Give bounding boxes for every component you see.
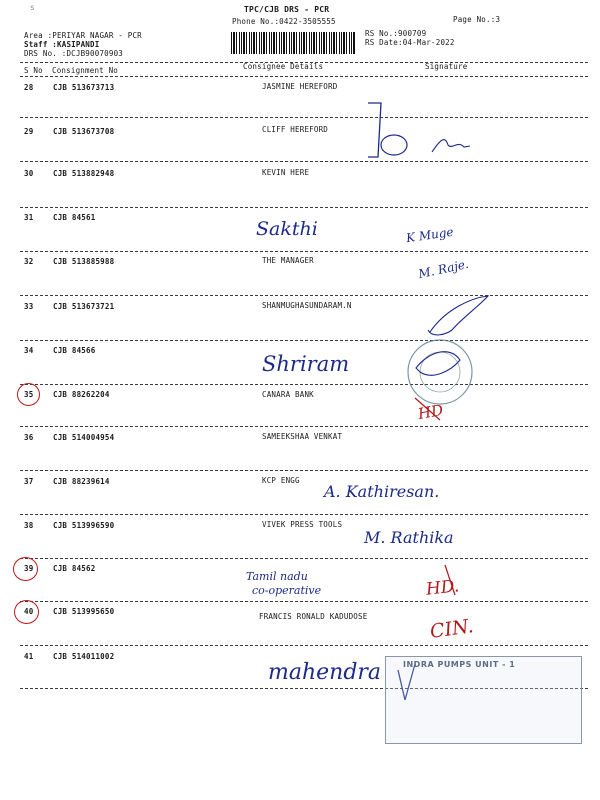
row-41-handwritten-name: mahendra [268, 660, 382, 685]
row-sno: 35 [24, 390, 34, 399]
row-consignment: CJB 513885988 [53, 257, 115, 266]
document-title: TPC/CJB DRS - PCR [244, 5, 330, 14]
row-sno: 39 [24, 564, 34, 573]
company-seal [408, 340, 472, 404]
phone-number: Phone No.:0422-3505555 [232, 17, 336, 26]
page-number: Page No.:3 [453, 15, 501, 24]
row-sno: 30 [24, 169, 34, 178]
col-consignee: Consignee Details [243, 62, 324, 71]
row-consignment: CJB 84561 [53, 213, 96, 222]
company-stamp [385, 656, 582, 744]
row-consignee: KEVIN HERE [262, 168, 310, 177]
row-consignment: CJB 88239614 [53, 477, 110, 486]
row-sno: 32 [24, 257, 34, 266]
row-sno: 31 [24, 213, 34, 222]
drs-number: DRS No. :DCJB90070903 [24, 49, 124, 58]
row-sno: 36 [24, 433, 34, 442]
row-sno: 38 [24, 521, 34, 530]
row-39-red-mark: HD. [425, 576, 461, 600]
row-29-bracket-mark [368, 103, 381, 157]
row-consignment: CJB 513996590 [53, 521, 115, 530]
row-37-handwritten-name: A. Kathiresan. [324, 482, 440, 501]
row-consignee: CLIFF HEREFORD [262, 125, 329, 134]
row-consignment: CJB 84566 [53, 346, 96, 355]
row-sno: 33 [24, 302, 34, 311]
row-sno: 37 [24, 477, 34, 486]
row-consignment: CJB 84562 [53, 564, 96, 573]
row-consignee: SHANMUGHASUNDARAM.N [262, 301, 352, 310]
row-31-handwritten-signature: K Muge [405, 224, 455, 246]
row-39-handwritten-name-line2: co-operative [252, 584, 322, 597]
row-consignment: CJB 513673708 [53, 127, 115, 136]
corner-mark: s [30, 3, 35, 12]
staff-label: Staff :KASIPANDI [24, 40, 100, 49]
row-consignment: CJB 513882948 [53, 169, 115, 178]
row-sno: 34 [24, 346, 34, 355]
row-consignee: KCP ENGG [262, 476, 300, 485]
row-consignment: CJB 513995650 [53, 607, 115, 616]
row-29-signature [432, 140, 470, 152]
row-consignment: CJB 513673713 [53, 83, 115, 92]
row-40-red-mark: CIN. [428, 615, 475, 643]
row-consignee: FRANCIS RONALD KADUDOSE [259, 612, 368, 621]
row-39-handwritten-name-line1: Tamil nadu [246, 570, 308, 583]
col-signature: Signature [425, 62, 468, 71]
row-consignee: CANARA BANK [262, 390, 314, 399]
row-consignee: VIVEK PRESS TOOLS [262, 520, 343, 529]
row-sno: 29 [24, 127, 34, 136]
col-consignment: Consignment No [52, 66, 119, 75]
row-32-handwritten-signature: M. Raje. [417, 256, 470, 282]
area-label: Area :PERIYAR NAGAR - PCR [24, 31, 142, 40]
row-consignment: CJB 513673721 [53, 302, 115, 311]
row-consignment: CJB 514004954 [53, 433, 115, 442]
col-sno: S No [24, 66, 43, 75]
row-consignee: JASMINE HEREFORD [262, 82, 338, 91]
company-stamp-text: INDRA PUMPS UNIT - 1 [403, 660, 516, 669]
row-sno: 41 [24, 652, 34, 661]
row-34-handwritten-name: Shriram [262, 352, 350, 376]
row-consignee: SAMEEKSHAA VENKAT [262, 432, 343, 441]
row-31-handwritten-name: Sakthi [256, 218, 318, 240]
row-consignment: CJB 88262204 [53, 390, 110, 399]
row-34-seal-signature [416, 352, 460, 376]
row-29-initials-mark [381, 135, 407, 155]
row-sno: 40 [24, 607, 34, 616]
row-38-handwritten-name: M. Rathika [364, 528, 454, 547]
row-consignment: CJB 514011002 [53, 652, 115, 661]
row-sno: 28 [24, 83, 34, 92]
row-33-signature [428, 296, 488, 335]
row-consignee: THE MANAGER [262, 256, 314, 265]
rs-date: RS Date:04-Mar-2022 [365, 38, 455, 47]
row-35-red-mark: HD [416, 400, 445, 424]
rs-number: RS No.:900709 [365, 29, 427, 38]
